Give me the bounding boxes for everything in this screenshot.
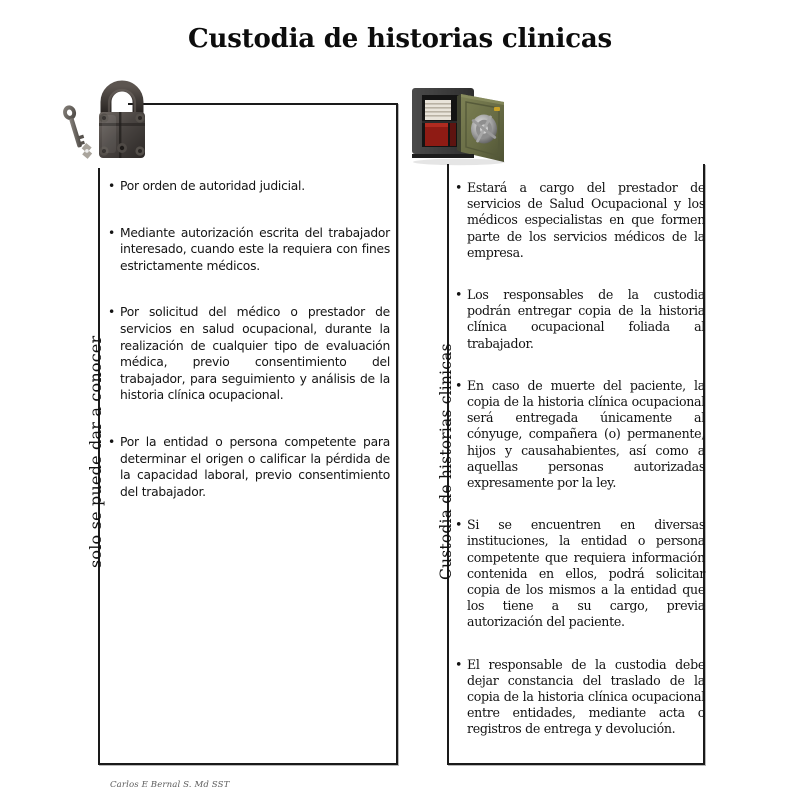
safe-icon	[404, 78, 516, 170]
padlock-icon	[56, 78, 180, 174]
list-item: • El responsable de la custodia debe dejar constancia del traslado de la copia de la historia clínica ocupacional entre entidades, mediante acta o registros de entrega y devolución.	[455, 657, 705, 738]
right-bullet-list	[455, 180, 705, 738]
list-item: • Por orden de autoridad judicial.	[108, 178, 390, 195]
left-bullet-list	[108, 178, 390, 500]
right-side-label: Custodia de historias clinicas	[437, 343, 455, 580]
list-item: • En caso de muerte del paciente, la copia de la historia clínica ocupacional será entregada únicamente al cónyuge, compañera (o) permanente, hijos y causahabientes, así como a aquellas personas autorizadas expresamente por la ley.	[455, 378, 705, 491]
list-item: • Estará a cargo del prestador de servicios de Salud Ocupacional y los médicos especialistas en que formen parte de los servicios médicos de la empresa.	[455, 180, 705, 261]
page-title: Custodia de historias clinicas	[188, 24, 612, 54]
list-item: • Por la entidad o persona competente para determinar el origen o calificar la pérdida de la capacidad laboral, previo consentimiento del trabajador.	[108, 434, 390, 500]
author-credit: Carlos E Bernal S. Md SST	[110, 780, 230, 790]
list-item: • Por solicitud del médico o prestador de servicios en salud ocupacional, durante la realización de cualquier tipo de evaluación médica, previo consentimiento del trabajador, para seguimiento y análisis de la historia clínica ocupacional.	[108, 304, 390, 404]
list-item: • Los responsables de la custodia podrán entregar copia de la historia clínica ocupacional foliada al trabajador.	[455, 287, 705, 352]
list-item: • Mediante autorización escrita del trabajador interesado, cuando este la requiera con fines estrictamente médicos.	[108, 225, 390, 275]
list-item: • Si se encuentren en diversas instituciones, la entidad o persona competente que requiera información contenida en ellos, podrá solicitar copia de los mismos a la entidad que los tiene a su cargo, previa autorización del paciente.	[455, 517, 705, 630]
left-side-label: solo se puede dar a conocer	[86, 335, 105, 568]
